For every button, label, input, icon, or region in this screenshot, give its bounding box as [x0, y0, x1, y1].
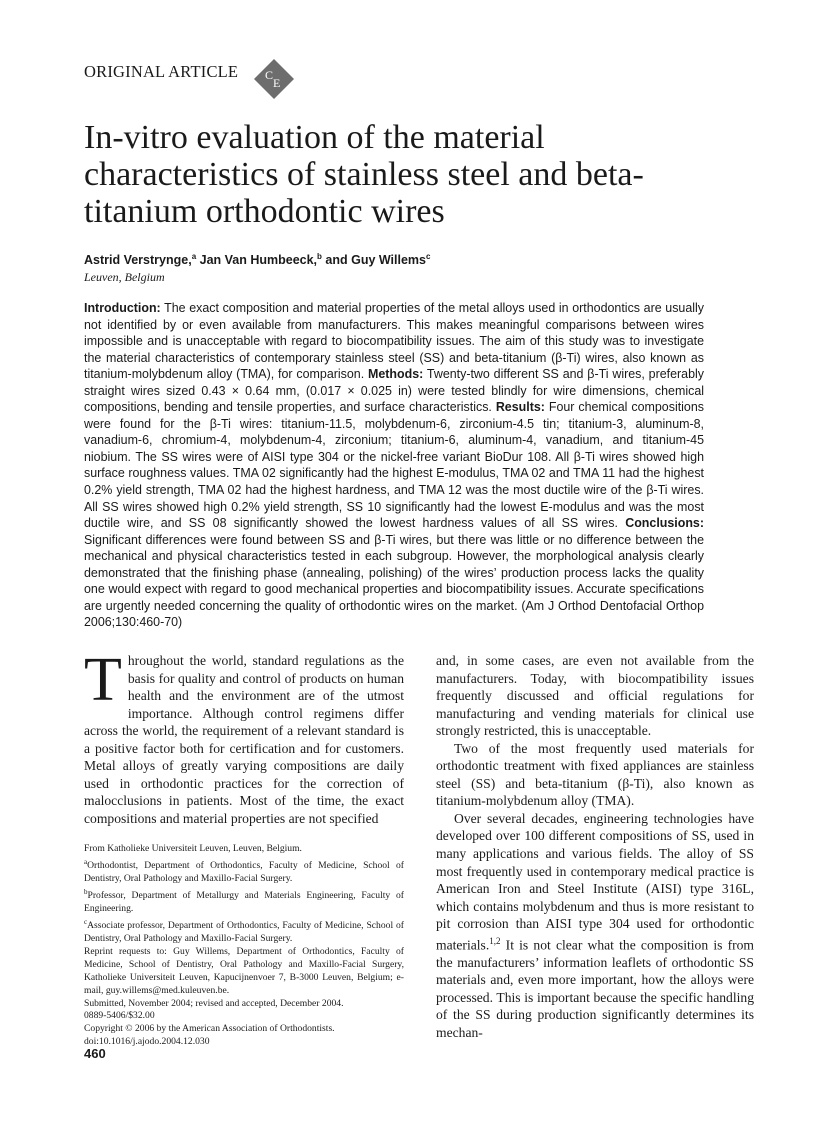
abstract-intro-label: Introduction:: [84, 301, 161, 315]
body-paragraph: [436, 810, 754, 1042]
abstract-conclusions-label: Conclusions:: [625, 516, 704, 531]
body-paragraph: Two of the most frequently used materials for orthodontic treatment with fixed appliances are stainless steel (SS) and beta-titanium (β-Ti), also known as titanium-molybdenum alloy (TMA).: [436, 740, 754, 809]
footnote-text: Orthodontist, Department of Orthodontics, Faculty of Medicine, School of Dentistry, Oral Pathology and Maxillo-Facial Surgery.: [84, 860, 404, 884]
drop-cap: T: [84, 646, 122, 714]
footnote-text: Associate professor, Department of Orthodontics, Faculty of Medicine, School of Dentistry, Oral Pathology and Maxillo-Facial Surgery.: [84, 920, 404, 944]
paragraph-text: It is not clear what the composition is from the manufacturers’ information leaflets of orthodontic SS materials and, even more important, how the alloys were processed. This is important because the specific handling of the SS during production significantly determines its mechan-: [436, 937, 754, 1041]
footnote-institution: From Katholieke Universiteit Leuven, Leuven, Belgium.: [84, 843, 302, 854]
article-type-label: ORIGINAL ARTICLE: [84, 62, 239, 81]
footnote-mark: a: [84, 857, 88, 866]
footnote-c: [84, 916, 404, 946]
article-title: In-vitro evaluation of the material characteristics of stainless steel and beta-titanium orthodontic wires: [84, 119, 644, 230]
footnote-issn: 0889-5406/$32.00: [84, 1010, 155, 1022]
abstract-methods-label: Methods:: [368, 367, 424, 382]
footnote-doi: doi:10.1016/j.ajodo.2004.12.030: [84, 1036, 210, 1048]
body-paragraph: [84, 646, 404, 827]
abstract-conclusions: Significant differences were found between SS and β-Ti wires, but there was little or no difference between the mechanical and physical characteristics tested in each subgroup. However, the morphological analysis clearly demonstrated that the finishing phase (annealing, polishing) of the wires’ production process lacks the quality one would expect with regard to good mechanical properties and biocompatibility issues. Accurate specifications are urgently needed concerning the quality of orthodontic wires on the market. (Am J Orthod Dentofacial Orthop 2006;130:460-70): [84, 532, 704, 630]
svg-text:C: C: [265, 68, 274, 82]
body-column-left: [84, 646, 404, 827]
page-number: 460: [84, 1046, 106, 1061]
body-column-right: [436, 652, 754, 1042]
footnote-mark: c: [84, 917, 88, 926]
author: and Guy Willems: [321, 253, 426, 268]
paragraph-text: hroughout the world, standard regulations as the basis for quality and control of products on human health and the environment are of the utmost importance. Although control regimens differ across the world, the requirement of a relevant standard is a positive factor both for certification and for customers. Metal alloys of greatly varying compositions are daily used in orthodontic practices for the correction of malocclusions in patients. Most of the time, the exact compositions and material properties are not specified: [84, 653, 404, 826]
abstract-results: Four chemical compositions were found for the β-Ti wires: titanium-11.5, molybdenum-6, zirconium-4.5 tin; titanium-3, aluminum-8, vanadium-6, chromium-4, molybdenum-4, zirconium; titanium-6, aluminum-4, vanadium, and titanium-45 niobium. The SS wires were of AISI type 304 or the nickel-free variant BioDur 108. All β-Ti wires showed high surface roughness values. TMA 02 significantly had the highest E-modulus, TMA 02 and TMA 11 had the highest 0.2% yield strength, TMA 02 had the highest hardness, and TMA 12 was the most ductile wire of the β-Ti wires. All SS wires showed high 0.2% yield strength, SS 10 significantly had the lowest E-modulus and was the most ductile wire, and SS 08 significantly showed the lowest hardness values of all SS wires.: [84, 400, 704, 531]
footnote-mark: b: [84, 887, 88, 896]
author: Jan Van Humbeeck,: [196, 253, 318, 268]
footnote-text: Professor, Department of Metallurgy and Materials Engineering, Faculty of Engineering.: [84, 890, 404, 914]
abstract-intro: The exact composition and material properties of the metal alloys used in orthodontics are usually not identified by or even available from manufacturers. This makes meaningful comparisons between wires impossible and is unacceptable with regard to biocompatibility issues. The aim of this study was to investigate the material characteristics of contemporary stainless steel (SS) and beta-titanium (β-Ti) wires, also known as titanium-molybdenum alloy (TMA), for comparison.: [84, 301, 704, 382]
abstract-methods: Twenty-two different SS and β-Ti wires, preferably straight wires sized 0.43 × 0.64 mm, (0.017 × 0.025 in) were tested blindly for wire dimensions, chemical compositions, bending and tensile properties, and surface characteristics.: [84, 367, 704, 415]
footnote-copyright: Copyright © 2006 by the American Association of Orthodontists.: [84, 1023, 335, 1035]
author: Astrid Verstrynge,: [84, 253, 192, 268]
affiliation-mark: a: [191, 252, 197, 261]
ce-credit-badge-icon: [254, 59, 294, 99]
abstract: [84, 300, 704, 631]
abstract-results-label: Results:: [495, 400, 545, 415]
affiliation-mark: c: [426, 252, 431, 261]
footnote-b: [84, 886, 404, 916]
author-location: Leuven, Belgium: [84, 270, 165, 284]
body-paragraph: and, in some cases, are even not available from the manufacturers. Today, with biocompatibility issues frequently discussed and official regulations for manufacturing and vending materials for clinical use strongly restricted, this is unacceptable.: [436, 653, 754, 739]
footnote-submitted: Submitted, November 2004; revised and accepted, December 2004.: [84, 997, 344, 1009]
footnote-reprint: Reprint requests to: Guy Willems, Department of Orthodontics, Faculty of Medicine, School of Dentistry, Oral Pathology and Maxillo-Facial Surgery, Katholieke Universiteit Leuven, Kapucijnenvoer 7, B-3000 Leuven, Belgium; e-mail, guy.willems@med.kuleuven.be.: [84, 945, 404, 996]
svg-text:E: E: [273, 76, 281, 90]
affiliation-mark: b: [317, 252, 322, 261]
paragraph-text: Over several decades, engineering technologies have developed over 100 different compositions of SS, used in many applications and various fields. The alloy of SS most frequently used in contemporary medical practice is American Iron and Steel Institute (AISI) type 316L, which contains molybdenum and thus is more resistant to pit corrosion than AISI type 304 used for orthodontic materials.: [436, 810, 754, 953]
footnotes: [84, 843, 404, 1049]
citation-ref: 1,2: [489, 935, 501, 946]
footnote-a: [84, 856, 404, 886]
author-list: [84, 252, 430, 267]
